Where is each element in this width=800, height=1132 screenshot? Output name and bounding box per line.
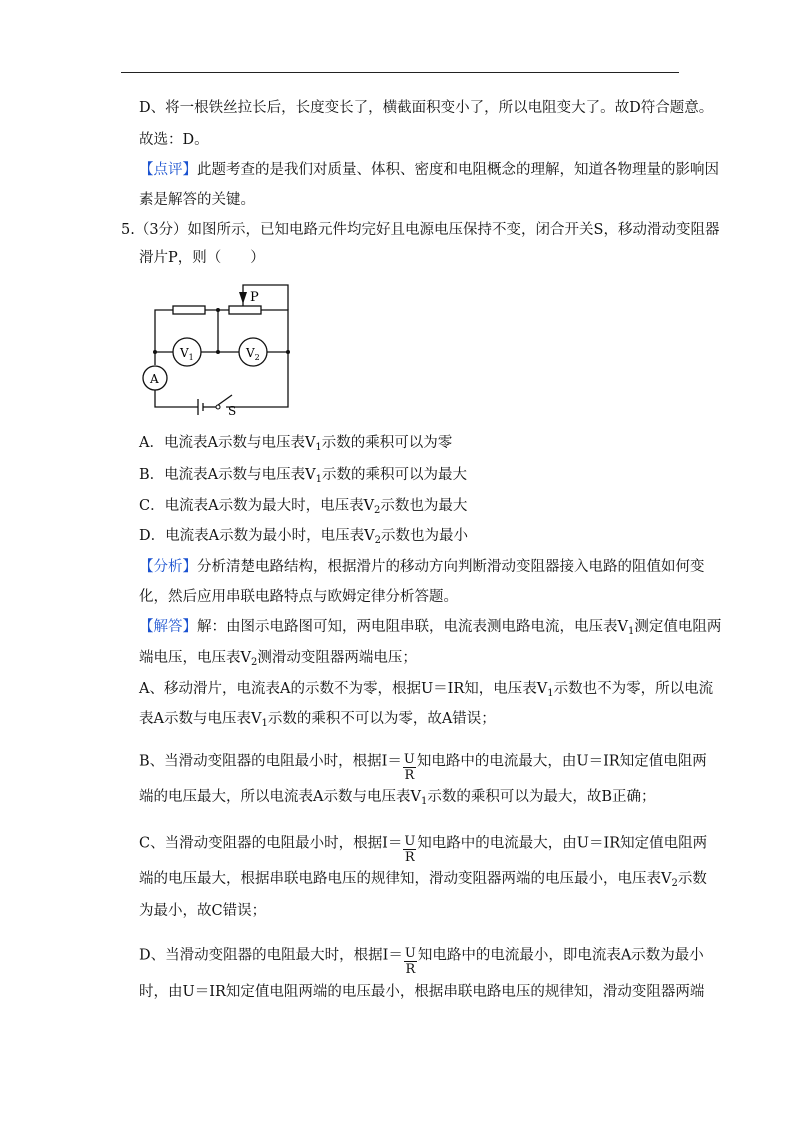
text-line: 素是解答的关键。 (139, 192, 255, 208)
slide-rheostat (229, 306, 261, 314)
answer-line: C、当滑动变阻器的电阻最小时，根据I＝ $\frac{U}{R}$ 知电路中的电流最大，由U＝IR知定值电阻两 (139, 834, 708, 865)
v1-label: $V_1$ (180, 346, 194, 362)
review-tag: 【点评】 (139, 162, 197, 178)
answer-line: 表A示数与电压表$V_1$示数的乘积不可以为零，故A错误； (139, 711, 496, 729)
fixed-resistor (173, 306, 205, 314)
review-line (139, 160, 719, 180)
answer-tag: 【解答】 (139, 619, 197, 635)
slider-label: P (250, 290, 259, 305)
fraction-u-over-r: $\frac{U}{R}$ (404, 834, 416, 865)
analysis-tag: 【分析】 (139, 559, 197, 575)
header-rule (121, 72, 679, 73)
option-c: C．电流表A示数为最大时，电压表$V_2$示数也为最大 (139, 498, 468, 516)
fraction-u-over-r: $\frac{U}{R}$ (403, 752, 415, 783)
slider-arrow (239, 292, 247, 304)
answer-line: 为最小，故C错误； (139, 903, 267, 919)
option-a: A．电流表A示数与电压表$V_1$示数的乘积可以为零 (139, 435, 453, 453)
option-b: B．电流表A示数与电压表$V_1$示数的乘积可以为最大 (139, 467, 467, 485)
answer-line: 【解答】解：由图示电路图可知，两电阻串联，电流表测电路电流，电压表$V_1$测定值电阻两 (139, 619, 722, 637)
answer-line: D、当滑动变阻器的电阻最大时，根据I＝ $\frac{U}{R}$ 知电路中的电流最小，即电流表A示数为最小 (139, 946, 704, 977)
switch-contact (216, 405, 220, 409)
answer-line: B、当滑动变阻器的电阻最小时，根据I＝ $\frac{U}{R}$ 知电路中的电流最大，由U＝IR知定值电阻两 (139, 752, 707, 783)
ammeter-label: A (150, 372, 159, 386)
text-line: D、将一根铁丝拉长后，长度变长了，横截面积变小了，所以电阻变大了。故D符合题意。 (139, 100, 714, 116)
answer-line: 端电压，电压表$V_2$测滑动变阻器两端电压； (139, 650, 417, 668)
v2-label: $V_2$ (246, 346, 260, 362)
circuit-diagram (138, 280, 298, 415)
answer-line: 端的电压最大，所以电流表A示数与电压表$V_1$示数的乘积可以为最大，故B正确； (139, 789, 656, 807)
review-text: 此题考查的是我们对质量、体积、密度和电阻概念的理解，知道各物理量的影响因 (197, 162, 719, 178)
fraction-u-over-r: $\frac{U}{R}$ (404, 946, 416, 977)
question-5-stem-cont: 滑片P，则（ ） (139, 250, 265, 266)
analysis-line: 【分析】分析清楚电路结构，根据滑片的移动方向判断滑动变阻器接入电路的阻值如何变 (139, 559, 705, 575)
answer-line: A、移动滑片，电流表A的示数不为零，根据U＝IR知，电压表$V_1$示数也不为零，所以电流 (139, 681, 714, 699)
answer-line: 时，由U＝IR知定值电阻两端的电压最小，根据串联电路电压的规律知，滑动变阻器两端 (139, 984, 705, 1000)
option-d: D．电流表A示数为最小时，电压表$V_2$示数也为最小 (139, 528, 468, 546)
question-5-stem: 5.（3分）如图所示，已知电路元件均完好且电源电压保持不变，闭合开关S，移动滑动变阻器 (121, 222, 720, 238)
text-line: 故选：D。 (139, 132, 209, 148)
answer-line: 端的电压最大，根据串联电路电压的规律知，滑动变阻器两端的电压最小，电压表$V_2$示数 (139, 871, 707, 889)
switch-label: S (228, 404, 237, 415)
analysis-line: 化，然后应用串联电路特点与欧姆定律分析答题。 (139, 589, 458, 605)
